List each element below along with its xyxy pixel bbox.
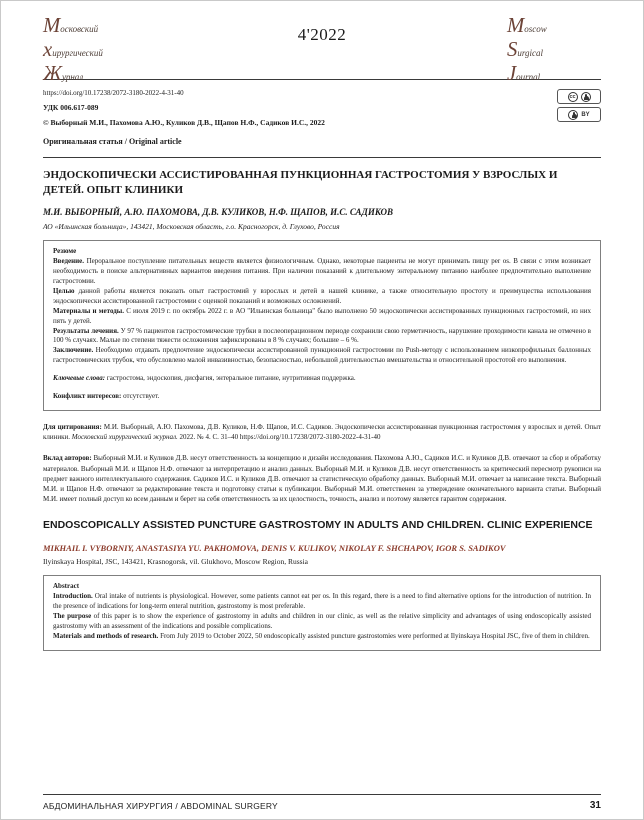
contribution-label: Вклад авторов: [43, 454, 92, 463]
citation-doi[interactable]: 2022. № 4. С. 31–40 https://doi.org/10.17238/2072-3180-2022-4-31-40 [177, 433, 381, 442]
section-label: Материалы и методы. [53, 306, 125, 315]
abstract-en-box [43, 575, 601, 651]
logo-line-en: Moscow [506, 15, 547, 37]
cc-license-badge[interactable] [557, 89, 601, 125]
conflict-label: Конфликт интересов: [53, 392, 122, 401]
footer-section-title: АБДОМИНАЛЬНАЯ ХИРУРГИЯ / ABDOMINAL SURGERY [43, 800, 278, 811]
authors-ru: М.И. ВЫБОРНЫЙ, А.Ю. ПАХОМОВА, Д.В. КУЛИКОВ, Н.Ф. ЩАПОВ, И.С. САДИКОВ [43, 207, 394, 218]
citation-label: Для цитирования: [43, 423, 102, 432]
journal-logo-ru [43, 15, 163, 86]
section-label: Результаты лечения. [53, 326, 119, 335]
section-text: С июля 2019 г. по октябрь 2022 г. в АО "Ильинская больница" было выполнено 50 эндоскопически ассистированных пункционных гастростомий, из них пять у детей. [53, 306, 591, 325]
abstract-ru-results [53, 327, 591, 347]
abstract-en-heading: Abstract [53, 582, 80, 591]
by-label: BY [581, 111, 590, 118]
affiliation-en: Ilyinskaya Hospital, JSC, 143421, Krasnogorsk, vil. Glukhovo, Moscow Region, Russia [43, 557, 308, 567]
abstract-ru-purpose [53, 287, 591, 307]
citation-block [43, 422, 601, 442]
logo-line-ru: Московский [43, 15, 99, 37]
udk-code: УДК 006.617-089 [43, 103, 99, 113]
page-number: 31 [589, 800, 601, 811]
section-text: Oral intake of nutrients is physiological. However, some patients cannot eat per os. In this regard, there is a need to find alternative options for the introduction of nutrition. In the presence of indications for long-term enteral nutrition, gastrostomy is most preferable. [53, 592, 592, 611]
conflict-text: отсутствует. [123, 392, 160, 401]
section-label: Введение. [53, 256, 85, 265]
person-icon [581, 92, 591, 102]
section-label: Introduction. [53, 592, 93, 601]
section-text: Пероральное поступление питательных веществ является физиологичным. Однако, некоторые пациенты не могут принимать пищу per os. В связи с этим возникает необходимость в поиске альтернативных вариантов введения питания. При наличии показаний к длительному энтеральному питанию наиболее предпочтительно выполнение гастростомии. [53, 256, 591, 285]
masthead [43, 15, 601, 85]
section-label: The purpose [53, 612, 92, 621]
abstract-en-intro [53, 592, 591, 612]
cc-badge-top [557, 89, 601, 104]
article-type: Оригинальная статья / Original article [43, 137, 182, 147]
copyright-line: © Выборный М.И., Пахомова А.Ю., Куликов Д.В., Щапов Н.Ф., Садиков И.С., 2022 [43, 118, 325, 128]
section-text: of this paper is to show the experience of gastrostomy in adults and children in our clinic, as well as the relative simplicity and advantages of using endoscopically assisted gastrostomy with an assessment of the indications and possible complications. [53, 612, 592, 630]
cc-badge-bottom [557, 107, 601, 122]
authors-en: MIKHAIL I. VYBORNIY, ANASTASIYA YU. PAKHOMOVA, DENIS V. KULIKOV, NIKOLAY F. SHCHAPOV, IGOR S. SADIKOV [43, 542, 506, 553]
abstract-ru-heading: Резюме [53, 247, 77, 256]
contribution-text: Выборный М.И. и Куликов Д.В. несут ответственность за концепцию и дизайн исследования. Пахомова А.Ю., Садиков И.С. и Куликов Д.В. отвечают за сбор и обработку материалов. Выборный М.И. и Щапов Н.Ф. отвечают за интерпретацию и анализ данных. Выборный М.И. и Куликов Д.В. несут ответственность за критический пересмотр рукописи на предмет важного интеллектуального содержания. Садиков И.С. и Куликов Д.В. отвечают за статистическую обработку данных. Выборный М.И. отвечает за написание текста. Выборный М.И. и Щапов Н.Ф. отвечают за редактирование текста и подготовку статьи к публикации. Выборный М.И. ответственен за утверждение окончательного варианта статьи. Выборный М.И. имеет полный доступ ко всем данным и берет на себя ответственность за их целостность, точность, анализ и поэтому является гарантом содержания. [43, 454, 602, 503]
abstract-en-methods [53, 632, 591, 642]
author-contribution-block [43, 453, 601, 504]
cc-icon: cc [569, 93, 576, 100]
section-text: From July 2019 to October 2022, 50 endoscopically assisted puncture gastrostomies were performed at Ilyinskaya Hospital JSC, five of them in children. [160, 631, 590, 640]
section-label: Materials and methods of research. [53, 631, 159, 640]
issue-number: 4'2022 [297, 25, 347, 44]
section-label: Заключение. [53, 346, 94, 355]
section-text: У 97 % пациентов гастростомические трубки в послеоперационном периоде сохранили свою герметичность, нарушение проходимости канала не отмечено в 100 % случаях. Малые по степени тяжести осложнения зафиксированы в 8 % случаях; большие – 6 %. [53, 326, 591, 345]
page-footer [43, 794, 601, 811]
keywords-row [53, 374, 591, 384]
section-label: Целью [53, 286, 75, 295]
article-title-ru: ЭНДОСКОПИЧЕСКИ АССИСТИРОВАННАЯ ПУНКЦИОННАЯ ГАСТРОСТОМИЯ У ВЗРОСЛЫХ И ДЕТЕЙ. ОПЫТ КЛИНИКИ [43, 168, 558, 196]
section-text: Необходимо отдавать предпочтение эндоскопически ассистированной пункционной гастростомии по Push-методу с использованием низкопрофильных баллонных гастростомических трубок, что обусловлено малой инвазивностью, безопасностью, небольшой длительностью вмешательства и относительной простотой его выполнения. [53, 346, 591, 365]
logo-line-en: Journal [506, 62, 541, 85]
doi-link[interactable]: https://doi.org/10.17238/2072-3180-2022-4-31-40 [43, 89, 184, 97]
section-text: данной работы является показать опыт гастростомий у взрослых и детей в нашей клинике, а также относительную простоту и преимущества использования эндоскопически ассистированной гастростомии с оценкой показаний и возможных осложнений. [53, 286, 591, 305]
logo-line-ru: Журнал [43, 62, 84, 85]
logo-line-ru: хирургический [43, 38, 103, 61]
keywords-text: гастростома, эндоскопия, дисфагия, энтеральное питание, нутритивная поддержка. [106, 374, 356, 383]
meta-divider [43, 157, 601, 158]
article-title-en: ENDOSCOPICALLY ASSISTED PUNCTURE GASTROSTOMY IN ADULTS AND CHILDREN. CLINIC EXPERIENCE [43, 519, 593, 532]
abstract-ru-methods [53, 307, 591, 327]
logo-line-en: Surgical [506, 38, 543, 61]
abstract-ru-conclusion [53, 346, 591, 366]
meta-text [43, 89, 325, 153]
person-icon [568, 110, 578, 120]
citation-text: М.И. Выборный, А.Ю. Пахомова, Д.В. Куликов, Н.Ф. Щапов, И.С. Садиков. Эндоскопически ассистированная пункционная гастростомия у взрослых и детей. Опыт клиники. [43, 423, 602, 442]
affiliation-ru: АО «Ильинская больница», 143421, Московская область, г.о. Красногорск, д. Глухово, Россия [43, 222, 340, 232]
conflict-row [53, 392, 591, 402]
meta-block [43, 80, 601, 157]
abstract-ru-intro [53, 257, 591, 287]
citation-journal: Московский хирургический журнал. [71, 433, 178, 442]
abstract-en-purpose [53, 612, 591, 632]
journal-logo-en [481, 15, 601, 86]
abstract-ru-box [43, 240, 601, 411]
keywords-label: Ключевые слова: [53, 374, 106, 383]
